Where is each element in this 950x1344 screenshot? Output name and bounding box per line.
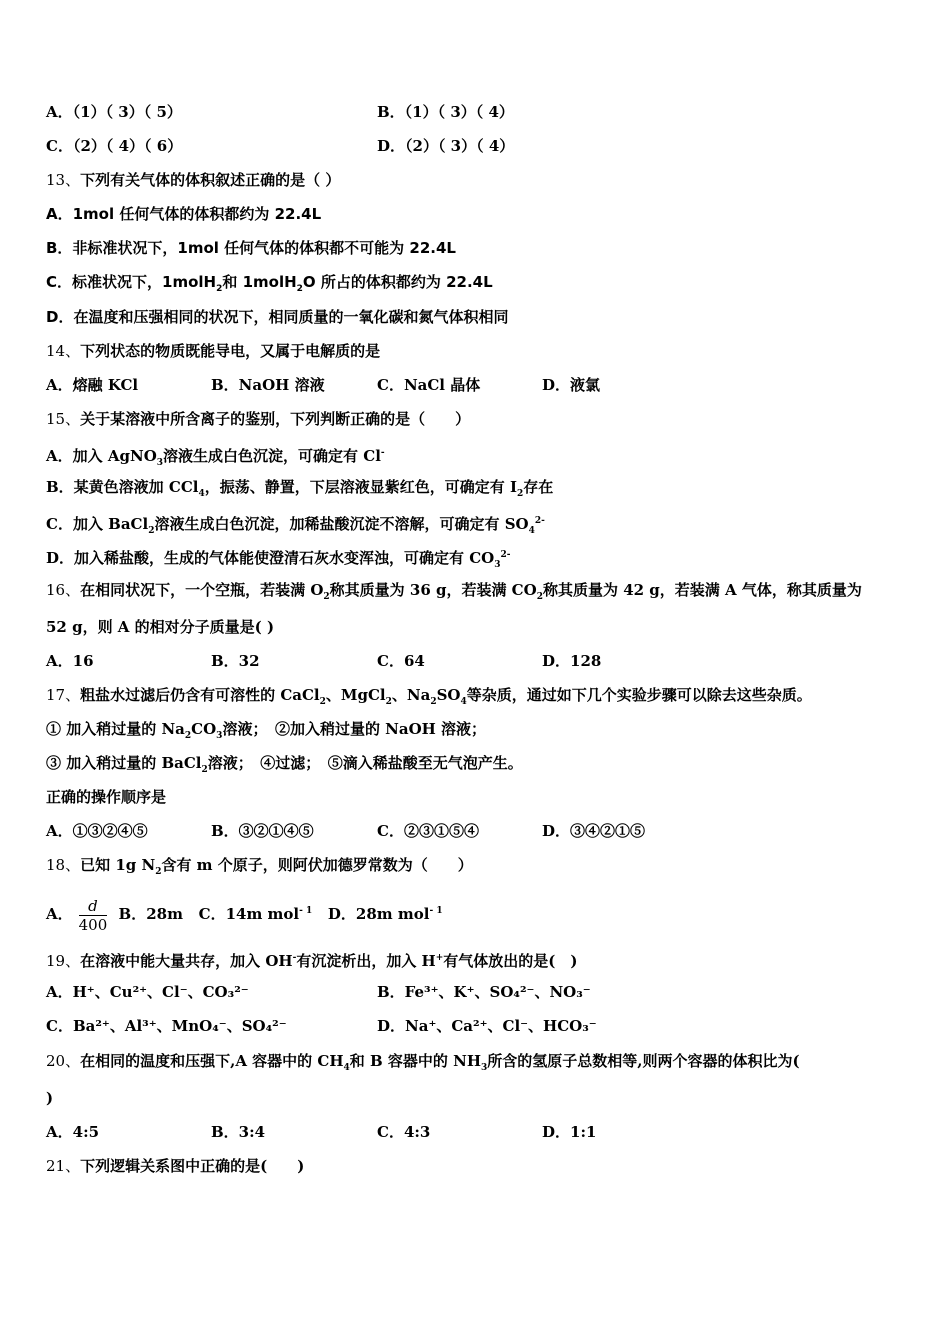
text: 、MgCl xyxy=(325,686,386,704)
subscript: 2 xyxy=(536,592,543,602)
text: 在相同状况下，一个空瓶，若装满 O xyxy=(80,581,324,599)
text: 和 B 容器中的 NH xyxy=(349,1052,482,1070)
q17-step-1-2 xyxy=(46,719,486,746)
subscript: 2 xyxy=(430,697,437,707)
subscript: 4 xyxy=(460,697,467,707)
text: 溶液生成白色沉淀，加稀盐酸沉淀不溶解，可确定有 SO xyxy=(154,515,529,533)
question-number: 21、 xyxy=(46,1157,81,1175)
text: 等杂质，通过如下几个实验步骤可以除去这些杂质。 xyxy=(466,686,812,704)
superscript: - xyxy=(380,448,385,458)
q16-option-a: A．16 xyxy=(46,652,94,670)
q15-stem xyxy=(46,409,470,429)
q15-option-c xyxy=(46,511,545,541)
text: 粗盐水过滤后仍含有可溶性的 CaCl xyxy=(80,686,320,704)
q13-option-a: A．1mol 任何气体的体积都约为 22.4L xyxy=(46,205,322,223)
q21-stem xyxy=(46,1156,304,1176)
subscript: 2 xyxy=(296,284,303,294)
subscript: 2 xyxy=(517,489,524,499)
q15-option-b xyxy=(46,477,553,504)
q12-option-a: A．（1）（ 3）（ 5） xyxy=(46,103,182,121)
subscript: 2 xyxy=(155,867,162,877)
q16-stem xyxy=(46,580,862,607)
q13-option-d: D．在温度和压强相同的状况下，相同质量的一氧化碳和氮气体积相同 xyxy=(46,308,509,326)
q17-option-b: B．③②①④⑤ xyxy=(211,822,314,840)
text: 有气体放出的是( ) xyxy=(443,952,578,970)
text: 所含的氢原子总数相等,则两个容器的体积比为( xyxy=(487,1052,800,1070)
text: D．加入稀盐酸，生成的气体能使澄清石灰水变浑浊，可确定有 CO xyxy=(46,549,495,567)
question-text: 下列状态的物质既能导电，又属于电解质的是 xyxy=(80,342,381,360)
q20-stem xyxy=(46,1051,800,1078)
text: 称其质量为 36 g，若装满 CO xyxy=(329,581,537,599)
text: 和 1molH xyxy=(222,273,297,291)
text: 在溶液中能大量共存，加入 OH xyxy=(80,952,293,970)
text: 有沉淀析出，加入 H xyxy=(296,952,436,970)
question-number: 19、 xyxy=(46,952,81,970)
superscript: - xyxy=(292,953,297,963)
text: C．14m mol xyxy=(198,905,300,923)
text: C．加入 BaCl xyxy=(46,515,149,533)
text: SO xyxy=(436,686,461,704)
text: 在相同的温度和压强下,A 容器中的 CH xyxy=(80,1052,344,1070)
q19-option-a: A．H⁺、Cu²⁺、Cl⁻、CO₃²⁻ xyxy=(46,983,249,1001)
q15-option-d xyxy=(46,545,511,575)
subscript: 2 xyxy=(216,284,223,294)
text: ③ 加入稍过量的 BaCl xyxy=(46,754,202,772)
subscript: 4 xyxy=(343,1063,350,1073)
q14-option-b: B．NaOH 溶液 xyxy=(211,376,325,394)
q15-option-a xyxy=(46,443,385,473)
subscript: 2 xyxy=(385,697,392,707)
question-number: 17、 xyxy=(46,686,81,704)
q18-option-a-fraction xyxy=(79,897,108,934)
q16-option-b: B．32 xyxy=(211,652,260,670)
q17-option-c: C．②③①⑤④ xyxy=(377,822,479,840)
q12-option-c: C．（2）（ 4）（ 6） xyxy=(46,137,183,155)
q18-options xyxy=(46,888,443,937)
subscript: 4 xyxy=(528,526,535,536)
text: O 所占的体积都约为 22.4L xyxy=(302,273,493,291)
text: 、Na xyxy=(391,686,431,704)
text: A．加入 AgNO xyxy=(46,447,157,465)
q18-option-b: B．28m xyxy=(118,905,183,923)
text: CO xyxy=(191,720,217,738)
question-text: 下列逻辑关系图中正确的是( ) xyxy=(80,1157,305,1175)
fraction-numerator: d xyxy=(79,897,108,916)
superscript: - 1 xyxy=(299,906,313,916)
text: 溶液； ②加入稍过量的 NaOH 溶液； xyxy=(222,720,487,738)
question-number: 15、 xyxy=(46,410,81,428)
q13-option-c xyxy=(46,272,493,299)
text: ，振荡、静置，下层溶液显紫红色，可确定有 I xyxy=(204,478,517,496)
question-number: 14、 xyxy=(46,342,81,360)
q18-option-a-label: A． xyxy=(46,905,73,923)
subscript: 3 xyxy=(156,458,164,468)
text: 存在 xyxy=(523,478,554,496)
question-number: 13、 xyxy=(46,171,81,189)
q13-option-b: B．非标准状况下，1mol 任何气体的体积都不可能为 22.4L xyxy=(46,239,456,257)
q19-option-c: C．Ba²⁺、Al³⁺、MnO₄⁻、SO₄²⁻ xyxy=(46,1017,287,1035)
q17-option-d: D．③④②①⑤ xyxy=(542,822,646,840)
q16-stem-line2: 52 g，则 A 的相对分子质量是( ) xyxy=(46,618,275,636)
question-text: 下列有关气体的体积叙述正确的是（ ） xyxy=(80,171,341,189)
text: 含有 m 个原子，则阿伏加德罗常数为（ ） xyxy=(161,856,473,874)
q18-option-d xyxy=(328,905,443,923)
q19-stem xyxy=(46,948,577,971)
fraction-denominator: 400 xyxy=(78,915,108,934)
q20-option-c: C．4:3 xyxy=(377,1123,431,1141)
superscript: - 1 xyxy=(429,906,443,916)
text: 溶液生成白色沉淀，可确定有 Cl xyxy=(163,447,381,465)
q20-option-d: D．1:1 xyxy=(542,1123,597,1141)
q13-stem xyxy=(46,170,340,190)
text: ① 加入稍过量的 Na xyxy=(46,720,185,738)
subscript: 3 xyxy=(216,731,223,741)
q20-option-a: A．4:5 xyxy=(46,1123,100,1141)
q19-option-d: D．Na⁺、Ca²⁺、Cl⁻、HCO₃⁻ xyxy=(377,1017,597,1035)
subscript: 4 xyxy=(198,489,205,499)
q17-stem xyxy=(46,685,812,712)
q16-option-d: D．128 xyxy=(542,652,602,670)
question-number: 18、 xyxy=(46,856,81,874)
q16-option-c: C．64 xyxy=(377,652,425,670)
q17-order-label: 正确的操作顺序是 xyxy=(46,788,167,806)
superscript: + xyxy=(435,953,444,963)
q20-stem-line2: ) xyxy=(46,1089,54,1107)
q14-stem xyxy=(46,341,380,361)
text: 称其质量为 42 g，若装满 A 气体，称其质量为 xyxy=(542,581,862,599)
q14-option-a: A．熔融 KCl xyxy=(46,376,139,394)
subscript: 2 xyxy=(148,526,155,536)
subscript: 2 xyxy=(184,731,192,741)
question-number: 16、 xyxy=(46,581,81,599)
q14-option-c: C．NaCl 晶体 xyxy=(377,376,481,394)
q18-option-c xyxy=(199,905,313,923)
q12-option-b: B．（1）（ 3）（ 4） xyxy=(377,103,514,121)
subscript: 3 xyxy=(481,1063,488,1073)
subscript: 2 xyxy=(319,697,326,707)
q20-option-b: B．3:4 xyxy=(211,1123,266,1141)
q19-option-b: B．Fe³⁺、K⁺、SO₄²⁻、NO₃⁻ xyxy=(377,983,591,1001)
superscript: 2- xyxy=(534,516,545,526)
q17-option-a: A．①③②④⑤ xyxy=(46,822,148,840)
superscript: 2- xyxy=(500,550,511,560)
text: C．标准状况下，1molH xyxy=(46,273,217,291)
subscript: 2 xyxy=(323,592,330,602)
q12-option-d: D．（2）（ 3）（ 4） xyxy=(377,137,515,155)
text: 已知 1g N xyxy=(80,856,156,874)
q18-stem xyxy=(46,855,473,882)
text: D．28m mol xyxy=(327,905,430,923)
q14-option-d: D．液氯 xyxy=(542,376,601,394)
subscript: 2 xyxy=(201,765,208,775)
text: 溶液； ④过滤； ⑤滴入稀盐酸至无气泡产生。 xyxy=(207,754,523,772)
question-text: 关于某溶液中所含离子的鉴别，下列判断正确的是（ ） xyxy=(80,410,471,428)
question-number: 20、 xyxy=(46,1052,81,1070)
subscript: 3 xyxy=(494,560,501,570)
text: B．某黄色溶液加 CCl xyxy=(46,478,199,496)
q17-step-3-5 xyxy=(46,753,523,780)
